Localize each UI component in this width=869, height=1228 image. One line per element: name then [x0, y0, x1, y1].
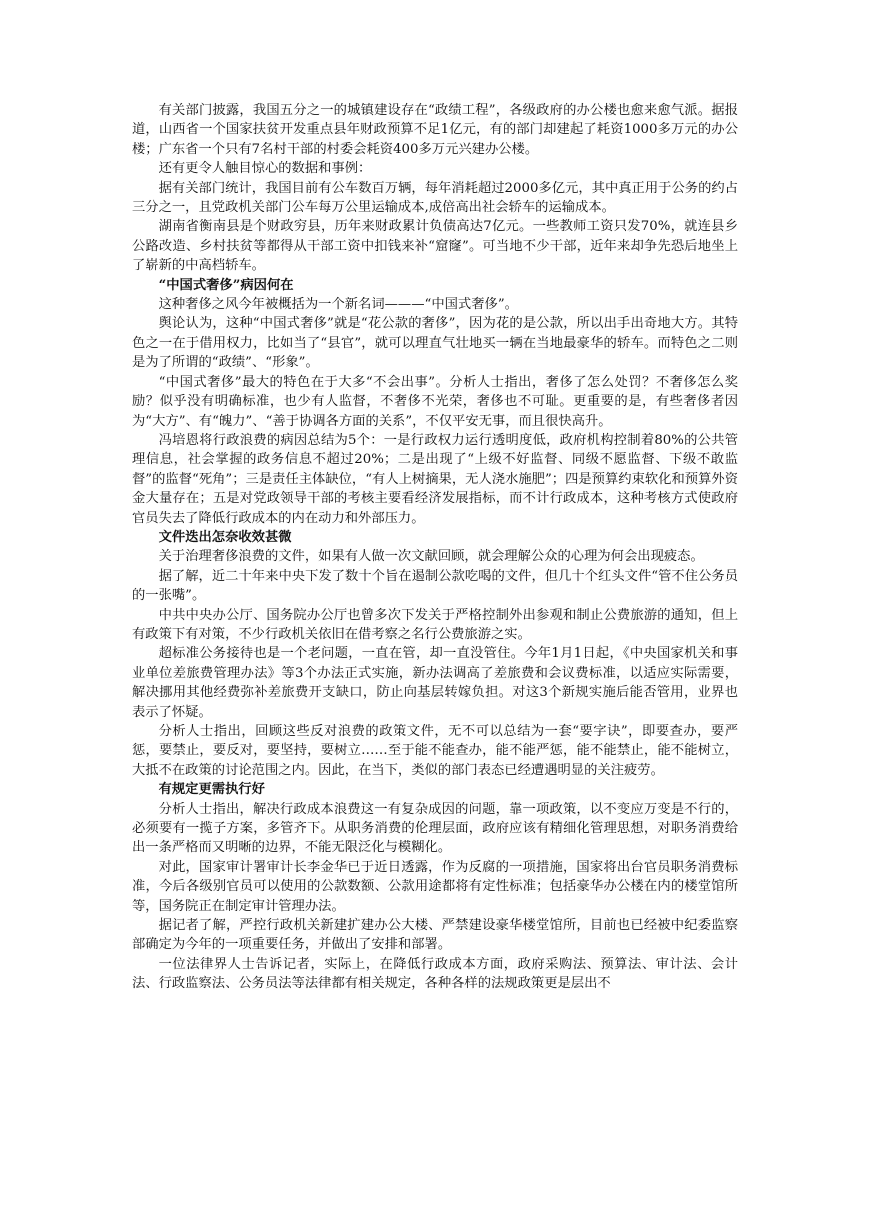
- paragraph-10: 据了解，近二十年来中央下发了数十个旨在遏制公款吃喝的文件，但几十个红头文件“管不住公务员的一张嘴”。: [132, 568, 738, 604]
- paragraph-15: 对此，国家审计署审计长李金华已于近日透露，作为反腐的一项措施，国家将出台官员职务消费标准，今后各级别官员可以使用的公款数额、公款用途都将有定性标准；包括豪华办公楼在内的楼堂馆所等，国务院正在制定审计管理办法。: [132, 859, 738, 914]
- paragraph-6: 舆论认为，这种“中国式奢侈”就是“花公款的奢侈”，因为花的是公款，所以出手出奇地大方。其特色之一在于借用权力，比如当了“县官”，就可以理直气壮地买一辆在当地最豪华的轿车。而特色之二则是为了所谓的“政绩”、“形象”。: [132, 316, 738, 371]
- paragraph-8: 冯培恩将行政浪费的病因总结为5个：一是行政权力运行透明度低，政府机构控制着80%的公共管理信息，社会掌握的政务信息不超过20%；二是出现了“上级不好监督、同级不愿监督、下级不敢监督”的监督“死角”；三是责任主体缺位，“有人上树摘果，无人浇水施肥”；四是预算约束软化和预算外资金大量存在；五是对党政领导干部的考核主要看经济发展指标，而不计行政成本，这种考核方式使政府官员失去了降低行政成本的内在动力和外部压力。: [132, 432, 738, 526]
- paragraph-7: “中国式奢侈”最大的特色在于大多“不会出事”。分析人士指出，奢侈了怎么处罚？不奢侈怎么奖励？似乎没有明确标准，也少有人监督，不奢侈不光荣，奢侈也不可耻。更重要的是，有些奢侈者因为“大方”、有“魄力”、“善于协调各方面的关系”，不仅平安无事，而且很快高升。: [132, 374, 738, 429]
- paragraph-13: 分析人士指出，回顾这些反对浪费的政策文件，无不可以总结为一套“要字诀”，即要查办，要严惩，要禁止，要反对，要坚持，要树立……至于能不能查办，能不能严惩，能不能禁止，能不能树立，大抵不在政策的讨论范围之内。因此，在当下，类似的部门表态已经遭遇明显的关注疲劳。: [132, 724, 738, 778]
- paragraph-12: 超标准公务接待也是一个老问题，一直在管，却一直没管住。今年1月1日起，《中央国家机关和事业单位差旅费管理办法》等3个办法正式实施，新办法调高了差旅费和会议费标准，以适应实际需要，解决挪用其他经费弥补差旅费开支缺口，防止向基层转嫁负担。对这3个新规实施后能否管用，业界也表示了怀疑。: [132, 646, 738, 720]
- paragraph-2: 还有更令人触目惊心的数据和事例：: [158, 161, 372, 177]
- section-heading-2: 文件迭出怎奈收效甚微: [158, 529, 292, 545]
- paragraph-3: 据有关部门统计，我国目前有公车数百万辆，每年消耗超过2000多亿元，其中真正用于公务的约占三分之一，且党政机关部门公车每万公里运输成本,成倍高出社会轿车的运输成本。: [132, 180, 738, 216]
- paragraph-14: 分析人士指出，解决行政成本浪费这一有复杂成因的问题，靠一项政策，以不变应万变是不行的，必须要有一揽子方案，多管齐下。从职务消费的伦理层面，政府应该有精细化管理思想，对职务消费给出一条严格而又明晰的边界，不能无限泛化与模糊化。: [132, 801, 738, 856]
- paragraph-11: 中共中央办公厅、国务院办公厅也曾多次下发关于严格控制外出参观和制止公费旅游的通知，但上有政策下有对策，不少行政机关依旧在借考察之名行公费旅游之实。: [132, 607, 738, 642]
- paragraph-5: 这种奢侈之风今年被概括为一个新名词———“中国式奢侈”。: [158, 297, 518, 313]
- paragraph-9: 关于治理奢侈浪费的文件，如果有人做一次文献回顾，就会理解公众的心理为何会出现疲态。: [158, 549, 704, 565]
- document-page: [132, 101, 738, 994]
- section-heading-3: 有规定更需执行好: [158, 782, 265, 798]
- paragraph-16: 据记者了解，严控行政机关新建扩建办公大楼、严禁建设豪华楼堂馆所，目前也已经被中纪委监察部确定为今年的一项重要任务，并做出了安排和部署。: [132, 918, 738, 953]
- paragraph-1: 有关部门披露，我国五分之一的城镇建设存在“政绩工程”，各级政府的办公楼也愈来愈气派。据报道，山西省一个国家扶贫开发重点县年财政预算不足1亿元，有的部门却建起了耗资1000多万元的办公楼；广东省一个只有7名村干部的村委会耗资400多万元兴建办公楼。: [132, 103, 738, 157]
- paragraph-17: 一位法律界人士告诉记者，实际上，在降低行政成本方面，政府采购法、预算法、审计法、会计法、行政监察法、公务员法等法律都有相关规定，各种各样的法规政策更是层出不: [132, 956, 738, 992]
- section-heading-1: “中国式奢侈”病因何在: [158, 277, 294, 293]
- paragraph-4: 湖南省衡南县是个财政穷县，历年来财政累计负债高达7亿元。一些教师工资只发70%，就连县乡公路改造、乡村扶贫等都得从干部工资中扣钱来补“窟窿”。可当地不少干部，近年来却争先恐后地坐上了崭新的中高档轿车。: [132, 219, 738, 274]
